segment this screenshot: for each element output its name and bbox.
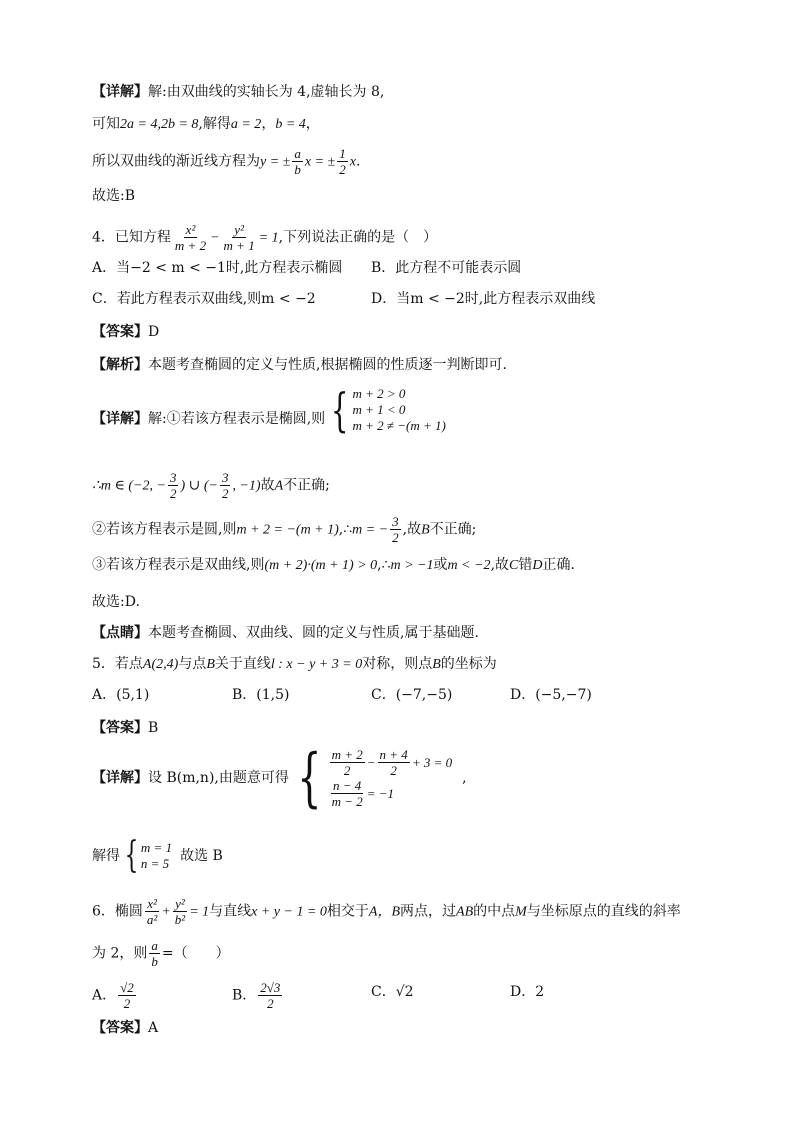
comment-label: 【点睛】 [92, 625, 148, 641]
detail-label: 【详解】 [92, 770, 148, 786]
q6-option-b: B． $\frac{2√3}{2}$ [232, 980, 281, 1011]
q5-option-a: A．(5,1) [92, 687, 150, 703]
q5-stem: 5．若点A(2,4)与点B关于直线l : x − y + 3 = 0对称，则点B的坐标为 [92, 656, 497, 672]
q3-detail-line-1 [92, 82, 384, 102]
q6-stem-line-1: 6．椭圆 $\frac{\text{x²}}{\text{a²}}$ + $\frac{\text{y²}}{\text{b²}}$ = 1与直线x + y − 1 = 0相交于A，B两点，过AB的中点M与坐标原点的直线的斜率 [92, 896, 681, 927]
fraction-y2-over-m-plus-1: $\frac{\text{y²}}{m + 1}$ [223, 222, 255, 253]
fraction-a-over-b: $\frac{a}{b}$ [294, 146, 301, 177]
q5-option-b: B．(1,5) [232, 687, 290, 703]
fraction-x2-over-a2: $\frac{\text{x²}}{\text{a²}}$ [146, 896, 158, 927]
answer-label: 【答案】 [92, 720, 148, 736]
q6-option-d: D．2 [510, 984, 545, 1000]
fraction-three-halves: $\frac{3}{2}$ [169, 470, 177, 501]
q4-analysis-line: 【解析】本题考查椭圆的定义与性质,根据椭圆的性质逐一判断即可. [92, 357, 507, 373]
q4-detail-line-2: ∴m ∈ (−2, − $\frac{3}{2}$ ) ∪ (− $\frac{3}{2}$ , −1)故A不正确; [92, 470, 330, 501]
q5-answer-line: 【答案】B [92, 720, 159, 736]
q4-option-c: C．若此方程表示双曲线,则m < −2 [92, 291, 316, 307]
q3-detail-line-3: 所以双曲线的渐近线方程为y = ± $\frac{a}{b}$ x = ± $\frac{1}{2}$ x. [92, 146, 361, 177]
fraction-three-halves: $\frac{3}{2}$ [221, 470, 229, 501]
q6-answer-line: 【答案】A [92, 1020, 159, 1036]
q4-choose: 故选:D. [92, 594, 140, 610]
q6-stem-line-2: 为 2，则 $\frac{a}{b}$ =（ ） [92, 938, 230, 969]
q4-detail-line-3: ②若该方程表示是圆,则m + 2 = −(m + 1),∴m = − $\frac{3}{2}$ ,故B不正确; [92, 514, 477, 545]
q4-option-b: B．此方程不可能表示圆 [371, 260, 522, 276]
q3-detail-line-2: 可知2a = 4,2b = 8,解得a = 2，b = 4， [92, 116, 320, 132]
q4-comment-line: 【点睛】本题考查椭圆、双曲线、圆的定义与性质,属于基础题. [92, 625, 479, 641]
q4-answer: D [148, 324, 160, 340]
q4-stem: 4．已知方程 $\frac{\text{x²}}{m + 2}$ − $\frac{\text{y²}}{m + 1}$ = 1,下列说法正确的是（ ） [92, 222, 438, 253]
q4-answer-line [92, 322, 159, 342]
q4-option-a: A．当−2 < m < −1时,此方程表示椭圆 [92, 260, 343, 276]
q6-option-a: A． $\frac{√2}{2}$ [92, 980, 134, 1011]
q4-detail-line-4: ③若该方程表示是双曲线,则(m + 2)·(m + 1) > 0,∴m > −1或m < −2,故C错D正确. [92, 557, 575, 573]
fraction-three-halves: $\frac{3}{2}$ [392, 514, 399, 545]
q4-ellipse-system: { m + 2 > 0 m + 1 < 0 m + 2 ≠ −(m + 1) [331, 383, 446, 437]
answer-label: 【答案】 [92, 1020, 148, 1036]
q4-detail-line-1: 【详解】解:①若该方程表示是椭圆,则 { m + 2 > 0 m + 1 < 0 m + 2 ≠ −(m + 1) [92, 383, 446, 437]
q5-detail-line: 【详解】设 B(m,n),由题意可得 { $\frac{m + 2}{2}$ − $\frac{n + 4}{2}$ + 3 = 0 $\frac{n - 4}{m - 2}$ = −1 , [92, 741, 467, 815]
fraction-y2-over-b2: $\frac{\text{y²}}{\text{b²}}$ [174, 896, 186, 927]
detail-label: 【详解】 [92, 411, 148, 427]
q5-solution-system: { m = 1 n = 5 [124, 835, 173, 876]
fraction-x2-over-m-plus-2: $\frac{\text{x²}}{m + 2}$ [174, 222, 207, 253]
q5-system: { $\frac{m + 2}{2}$ − $\frac{n + 4}{2}$ + 3 = 0 $\frac{n - 4}{m - 2}$ = −1 [297, 741, 453, 815]
q5-solution-line: 解得 { m = 1 n = 5 故选 B [92, 835, 223, 876]
fraction-a-over-b: $\frac{a}{b}$ [151, 938, 158, 969]
q3-choose: 故选:B [92, 188, 136, 204]
q6-option-c: C．√2 [371, 984, 414, 1000]
q5-option-c: C．(−7,−5) [371, 687, 453, 703]
detail-label: 【详解】 [92, 84, 148, 100]
analysis-label: 【解析】 [92, 357, 148, 373]
q5-option-d: D．(−5,−7) [510, 687, 592, 703]
q3-detail-text: 解:由双曲线的实轴长为 4,虚轴长为 8, [148, 84, 385, 100]
q4-option-d: D．当m < −2时,此方程表示双曲线 [371, 291, 596, 307]
answer-label: 【答案】 [92, 324, 148, 340]
fraction-one-half: $\frac{1}{2}$ [339, 146, 346, 177]
